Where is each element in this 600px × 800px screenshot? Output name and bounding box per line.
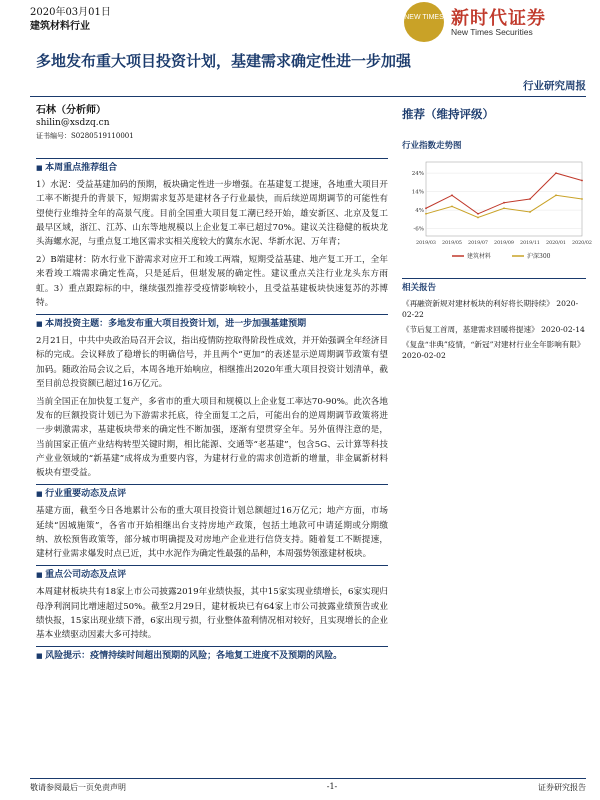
author-email[interactable]: shilin@xsdzq.cn (36, 118, 110, 128)
data-point (425, 213, 427, 215)
legend-entry: 沪深300 (527, 253, 551, 260)
x-tick-label: 2020/02 (572, 241, 592, 246)
y-tick-label: 14% (411, 189, 424, 196)
company-logo (404, 2, 594, 44)
related-title: 相关报告 (402, 278, 586, 294)
section-heading: ■ 本周重点推荐组合 (36, 158, 388, 175)
data-point (503, 202, 505, 204)
page-number: -1- (326, 782, 338, 791)
data-point (451, 206, 453, 208)
x-tick-label: 2019/09 (494, 241, 514, 246)
data-point (425, 207, 427, 209)
author-block (36, 104, 134, 143)
main-content (36, 154, 388, 667)
section-paragraph: 当前全国正在加快复工复产，多省市的重大项目和规模以上企业复工率达70-90%。此次各地发布的巨额投资计划已为下游需求托底，待全面复工之后，可能出台的逆周期调节政策将进一步刺激需求，基建板块带来的确定性不断加强，逐渐有望贯穿全年。另外值得注意的是，当前国家正值产业结构转型关键时期，相比能源、交通等“老基建”，包含5G、云计算等科技产业业领域的“新基建”成将成为重要内容，为建材行业的需求创造新的增量，非金属新材料板块有望受益。 (36, 397, 388, 479)
sidebar (402, 140, 592, 365)
footer-disclaimer: 敬请参阅最后一页免责声明 (30, 783, 126, 792)
data-point (581, 180, 583, 182)
x-tick-label: 2019/03 (416, 241, 436, 246)
data-point (529, 198, 531, 200)
related-report-item[interactable]: 《节后复工首周，基建需求回暖将提速》 2020-02-14 (402, 325, 585, 334)
section-heading: ■ 本周投资主题：多地发布重大项目投资计划，进一步加强基建预期 (36, 314, 388, 331)
report-type: 行业研究周报 (523, 80, 586, 92)
data-point (477, 213, 479, 215)
y-tick-label: -6% (413, 226, 424, 233)
report-date: 2020年03月01日 (30, 7, 111, 18)
data-point (555, 194, 557, 196)
x-tick-label: 2020/01 (546, 241, 566, 246)
header-left (30, 6, 111, 34)
section-heading: ■ 重点公司动态及点评 (36, 565, 388, 582)
rating-label: 推荐（维持评级） (402, 107, 494, 121)
data-point (477, 217, 479, 219)
x-tick-label: 2019/05 (442, 241, 462, 246)
y-tick-label: 4% (415, 208, 424, 215)
section-paragraph: 1）水泥：受益基建加码的预期，板块确定性进一步增强。在基建复工提速，各地重大项目开工率不断提升的背景下，短期需求复苏是建材各子行业最快，而后续逆周期调节的可能性有望使行业维持全年的高景气度。目前全国重大项目复工潮已经开始，雄安新区、北京及复工最早区域，浙江、江苏、山东等地规模以上企业复工率已超过70%。建议关注稳健的板块龙头海螺水泥，与重点复工地区需求实相关度较大的冀东水泥、华新水泥、万年青； (36, 180, 388, 248)
logo-mark: NEW TIMES (404, 2, 444, 42)
data-point (451, 194, 453, 196)
section-paragraph: 2月21日，中共中央政治局召开会议，指出疫情防控取得阶段性成效，并开始强调全年经济目标的完成。会议释放了稳增长的明确信号，并且两个“更加”的表述显示逆周期调节政策有望加码。随政治局会议之后，本周各地开始响应，相继推出2020年重大项目投资计划清单，截至目前总投资额已超过16万亿元。 (36, 336, 388, 389)
y-tick-label: 24% (411, 171, 424, 178)
index-trend-chart (402, 156, 592, 266)
chart-title: 行业指数走势图 (402, 141, 462, 151)
data-point (555, 172, 557, 174)
data-point (503, 207, 505, 209)
section-paragraph: 基建方面，截至今日各地累计公布的重大项目投资计划总额超过16万亿元；地产方面，市场延续“因城施策”，各省市开始相继出台支持房地产政策，包括土地款可申请延期或分期缴纳、放松预售政策等，部分城市明确提及对房地产企业进行信贷支持。随着复工不断提速，建材行业需求爆发时点已近，其中水泥作为确定性最强的品种，本周强势领涨建材板块。 (36, 506, 388, 560)
report-title: 多地发布重大项目投资计划，基建需求确定性进一步加强 (36, 52, 412, 70)
section-heading: ■ 风险提示：疫情持续时间超出预期的风险；各地复工进度不及预期的风险。 (36, 646, 388, 663)
author-name: 石林（分析师） (36, 105, 106, 116)
sector-label: 建筑材料行业 (30, 21, 90, 32)
series-line-1 (426, 195, 582, 217)
data-point (581, 198, 583, 200)
footer (30, 778, 586, 793)
logo-name-en: New Times Securities (451, 27, 533, 37)
logo-name-cn: 新时代证券 (451, 8, 546, 29)
title-divider (30, 96, 586, 97)
related-report-item[interactable]: 《复盘“非典”疫情，“新冠”对建材行业全年影响有限》 2020-02-02 (402, 340, 585, 360)
related-report-item[interactable]: 《再融资新规对建材板块的利好将长期持续》 2020-02-22 (402, 299, 579, 319)
section-paragraph: 本周建材板块共有18家上市公司披露2019年业绩快报，其中15家实现业绩增长，6家实现归母净利润同比增速超过50%。截至2月29日，建材板块已有64家上市公司披露业绩预告或业绩快报，15家出现业绩下滑，6家出现亏损，行业整体盈利情况相对较好，且实现增长的企业基本业绩驱动因素大多可持续。 (36, 587, 388, 641)
data-point (529, 211, 531, 213)
related-list (402, 298, 586, 361)
section-paragraph: 2）B端建材：防水行业下游需求对应开工和竣工两端，短期受益基建、地产复工开工，全年来看竣工端需求确定性高，只是延后，但堪发展的确定性。建议重点关注行业龙头东方雨虹。3）重点跟踪标的中，继续强烈推荐受疫情影响较小，且受益基建板块快速复苏的苏博特。 (36, 255, 388, 308)
x-tick-label: 2019/07 (468, 241, 488, 246)
section-heading: ■ 行业重要动态及点评 (36, 484, 388, 501)
author-cert: 证书编号：S0280519110001 (36, 132, 134, 140)
legend-entry: 建筑材料 (467, 253, 492, 260)
x-tick-label: 2019/11 (520, 241, 540, 246)
footer-report-type: 证券研究报告 (538, 783, 586, 792)
